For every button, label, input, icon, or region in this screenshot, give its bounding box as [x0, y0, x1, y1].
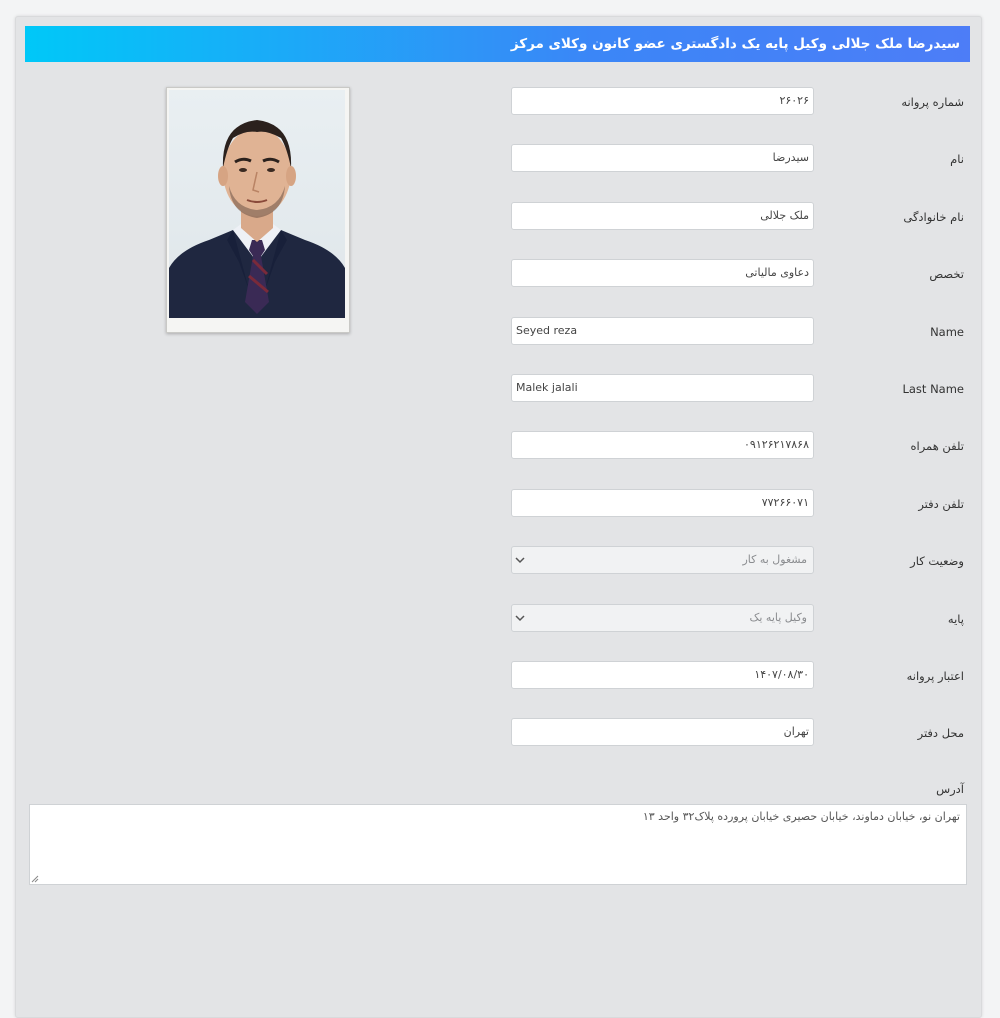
form-row	[16, 661, 981, 691]
select-field[interactable]: وکیل پایه یک	[511, 604, 814, 632]
address-value: تهران نو، خیابان دماوند، خیابان حصیری خیابان پرورده پلاک۳۲ واحد ۱۳	[642, 810, 960, 823]
field-label: تخصص	[929, 267, 964, 282]
text-field[interactable]: ۱۴۰۷/۰۸/۳۰	[511, 661, 814, 689]
text-field[interactable]: تهران	[511, 718, 814, 746]
text-field[interactable]: ۰۹۱۲۶۲۱۷۸۶۸	[511, 431, 814, 459]
field-label: Name	[930, 324, 964, 339]
form-row	[16, 374, 981, 404]
field-label: نام	[950, 152, 964, 167]
profile-panel	[15, 16, 982, 1018]
address-textarea[interactable]	[29, 804, 967, 885]
form-row	[16, 144, 981, 174]
text-field[interactable]: ۲۶۰۲۶	[511, 87, 814, 115]
form-row	[16, 317, 981, 347]
form-row	[16, 489, 981, 519]
field-label: نام خانوادگی	[903, 209, 964, 224]
form-row	[16, 718, 981, 748]
field-label: پایه	[947, 611, 964, 626]
form-row	[16, 202, 981, 232]
chevron-down-icon	[515, 555, 525, 565]
form-row	[16, 259, 981, 289]
text-field[interactable]: Seyed reza	[511, 317, 814, 345]
text-field[interactable]: دعاوی مالیاتی	[511, 259, 814, 287]
field-label: تلفن دفتر	[918, 496, 964, 511]
text-field[interactable]: ۷۷۲۶۶۰۷۱	[511, 489, 814, 517]
text-field[interactable]: سیدرضا	[511, 144, 814, 172]
field-label: وضعیت کار	[910, 554, 964, 569]
field-label: Last Name	[902, 382, 964, 396]
text-field[interactable]: Malek jalali	[511, 374, 814, 402]
form-row	[16, 87, 981, 117]
text-field[interactable]: ملک جلالی	[511, 202, 814, 230]
field-label: تلفن همراه	[910, 439, 964, 454]
form-row	[16, 431, 981, 461]
select-field[interactable]: مشغول به کار	[511, 546, 814, 574]
form-row	[16, 546, 981, 576]
field-label: شماره پروانه	[901, 95, 964, 109]
resize-grip-icon[interactable]	[31, 875, 39, 883]
field-label: اعتبار پروانه	[906, 669, 964, 683]
page-title: سیدرضا ملک جلالی وکیل پایه یک دادگستری عضو کانون وکلای مرکز	[25, 26, 970, 62]
chevron-down-icon	[515, 613, 525, 623]
address-label: آدرس	[936, 782, 964, 796]
field-label: محل دفتر	[917, 726, 964, 741]
form-row	[16, 604, 981, 634]
